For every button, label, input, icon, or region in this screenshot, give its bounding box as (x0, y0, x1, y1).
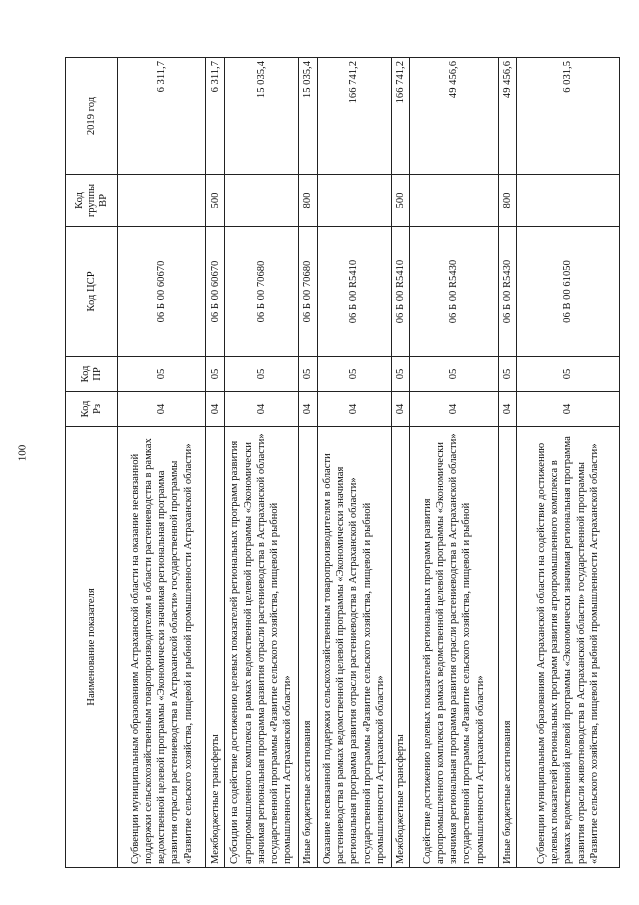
row-pr: 05 (206, 357, 225, 392)
row-name: Субвенции муниципальным образованиям Астраханской области на содействие достижению целевых показателей региональных программ развития агропромышленного комплекса в рамках ведомственной целевой программы «Экономически значимая региональная программа развития отрасли животноводства в Астраханской области» государственной программы «Развитие сельского хозяйства, пищевой и рыбной промышленности Астраханской области» (517, 427, 620, 868)
row-vr (517, 175, 620, 227)
row-vr: 800 (299, 175, 318, 227)
row-name: Субсидии на содействие достижению целевых показателей региональных программ развития агропромышленного комплекса в рамках ведомственной целевой программы «Экономически значимая региональная программа развития отрасли растениеводства в Астраханской области» государственной программы «Развитие сельского хозяйства, пищевой и рыбной промышленности Астраханской области» (224, 427, 298, 868)
table-header-row (66, 58, 118, 868)
row-rz: 04 (299, 392, 318, 427)
table-row (498, 58, 517, 868)
row-name: Межбюджетные трансферты (391, 427, 410, 868)
header-rz: Код Рз (66, 392, 118, 427)
row-rz: 04 (224, 392, 298, 427)
row-value: 166 741,2 (391, 58, 410, 175)
header-year: 2019 год (66, 58, 118, 175)
row-pr: 05 (498, 357, 517, 392)
row-value: 6 031,5 (517, 58, 620, 175)
row-name: Межбюджетные трансферты (206, 427, 225, 868)
row-value: 6 311,7 (206, 58, 225, 175)
row-value: 6 311,7 (118, 58, 206, 175)
table-row (317, 58, 391, 868)
rotated-page-content (65, 58, 620, 868)
row-csr: 06 Б 00 60670 (118, 227, 206, 357)
row-vr (118, 175, 206, 227)
row-rz: 04 (118, 392, 206, 427)
page-number: 100 (16, 444, 29, 462)
header-csr: Код ЦСР (66, 227, 118, 357)
row-pr: 05 (410, 357, 498, 392)
header-name: Наименование показателя (66, 427, 118, 868)
header-vr: Код группы ВР (66, 175, 118, 227)
row-name: Субвенции муниципальным образованиям Астраханской области на оказание несвязанной поддержки сельскохозяйственным товаропроизводителям в области растениеводства в рамках ведомственной целевой программы «Экономически значимая региональная программа развития отрасли растениеводства в Астраханской области» государственной программы «Развитие сельского хозяйства, пищевой и рыбной промышленности Астраханской области» (118, 427, 206, 868)
row-value: 49 456,6 (498, 58, 517, 175)
row-value: 15 035,4 (224, 58, 298, 175)
row-csr: 06 Б 00 R5410 (317, 227, 391, 357)
row-rz: 04 (391, 392, 410, 427)
row-value: 15 035,4 (299, 58, 318, 175)
table-row (118, 58, 206, 868)
budget-table (65, 57, 620, 868)
row-name: Иные бюджетные ассигнования (498, 427, 517, 868)
row-value: 166 741,2 (317, 58, 391, 175)
row-vr: 500 (391, 175, 410, 227)
row-pr: 05 (517, 357, 620, 392)
row-vr (410, 175, 498, 227)
table-row (206, 58, 225, 868)
row-csr: 06 В 00 61050 (517, 227, 620, 357)
row-csr: 06 Б 00 R5430 (410, 227, 498, 357)
row-rz: 04 (517, 392, 620, 427)
row-csr: 06 Б 00 60670 (206, 227, 225, 357)
row-pr: 05 (317, 357, 391, 392)
row-pr: 05 (299, 357, 318, 392)
row-rz: 04 (206, 392, 225, 427)
row-csr: 06 Б 00 70680 (224, 227, 298, 357)
row-name: Содействие достижению целевых показателей региональных программ развития агропромышленного комплекса в рамках ведомственной целевой программы «Экономически значимая региональная программа развития отрасли растениеводства в Астраханской области» государственной программы «Развитие сельского хозяйства, пищевой и рыбной промышленности Астраханской области» (410, 427, 498, 868)
row-csr: 06 Б 00 R5410 (391, 227, 410, 357)
row-vr: 800 (498, 175, 517, 227)
table-row (391, 58, 410, 868)
row-rz: 04 (317, 392, 391, 427)
row-name: Иные бюджетные ассигнования (299, 427, 318, 868)
row-vr (317, 175, 391, 227)
header-pr: Код ПР (66, 357, 118, 392)
row-rz: 04 (410, 392, 498, 427)
row-rz: 04 (498, 392, 517, 427)
row-pr: 05 (391, 357, 410, 392)
row-name: Оказание несвязанной поддержки сельскохозяйственным товаропроизводителям в области растениеводства в рамках ведомственной целевой программы «Экономически значимая региональная программа развития отрасли растениеводства в Астраханской области» государственной программы «Развитие сельского хозяйства, пищевой и рыбной промышленности Астраханской области» (317, 427, 391, 868)
row-pr: 05 (224, 357, 298, 392)
row-value: 49 456,6 (410, 58, 498, 175)
table-row (224, 58, 298, 868)
row-pr: 05 (118, 357, 206, 392)
row-vr: 500 (206, 175, 225, 227)
row-csr: 06 Б 00 R5430 (498, 227, 517, 357)
table-row (299, 58, 318, 868)
row-csr: 06 Б 00 70680 (299, 227, 318, 357)
row-vr (224, 175, 298, 227)
table-row (410, 58, 498, 868)
table-row (517, 58, 620, 868)
